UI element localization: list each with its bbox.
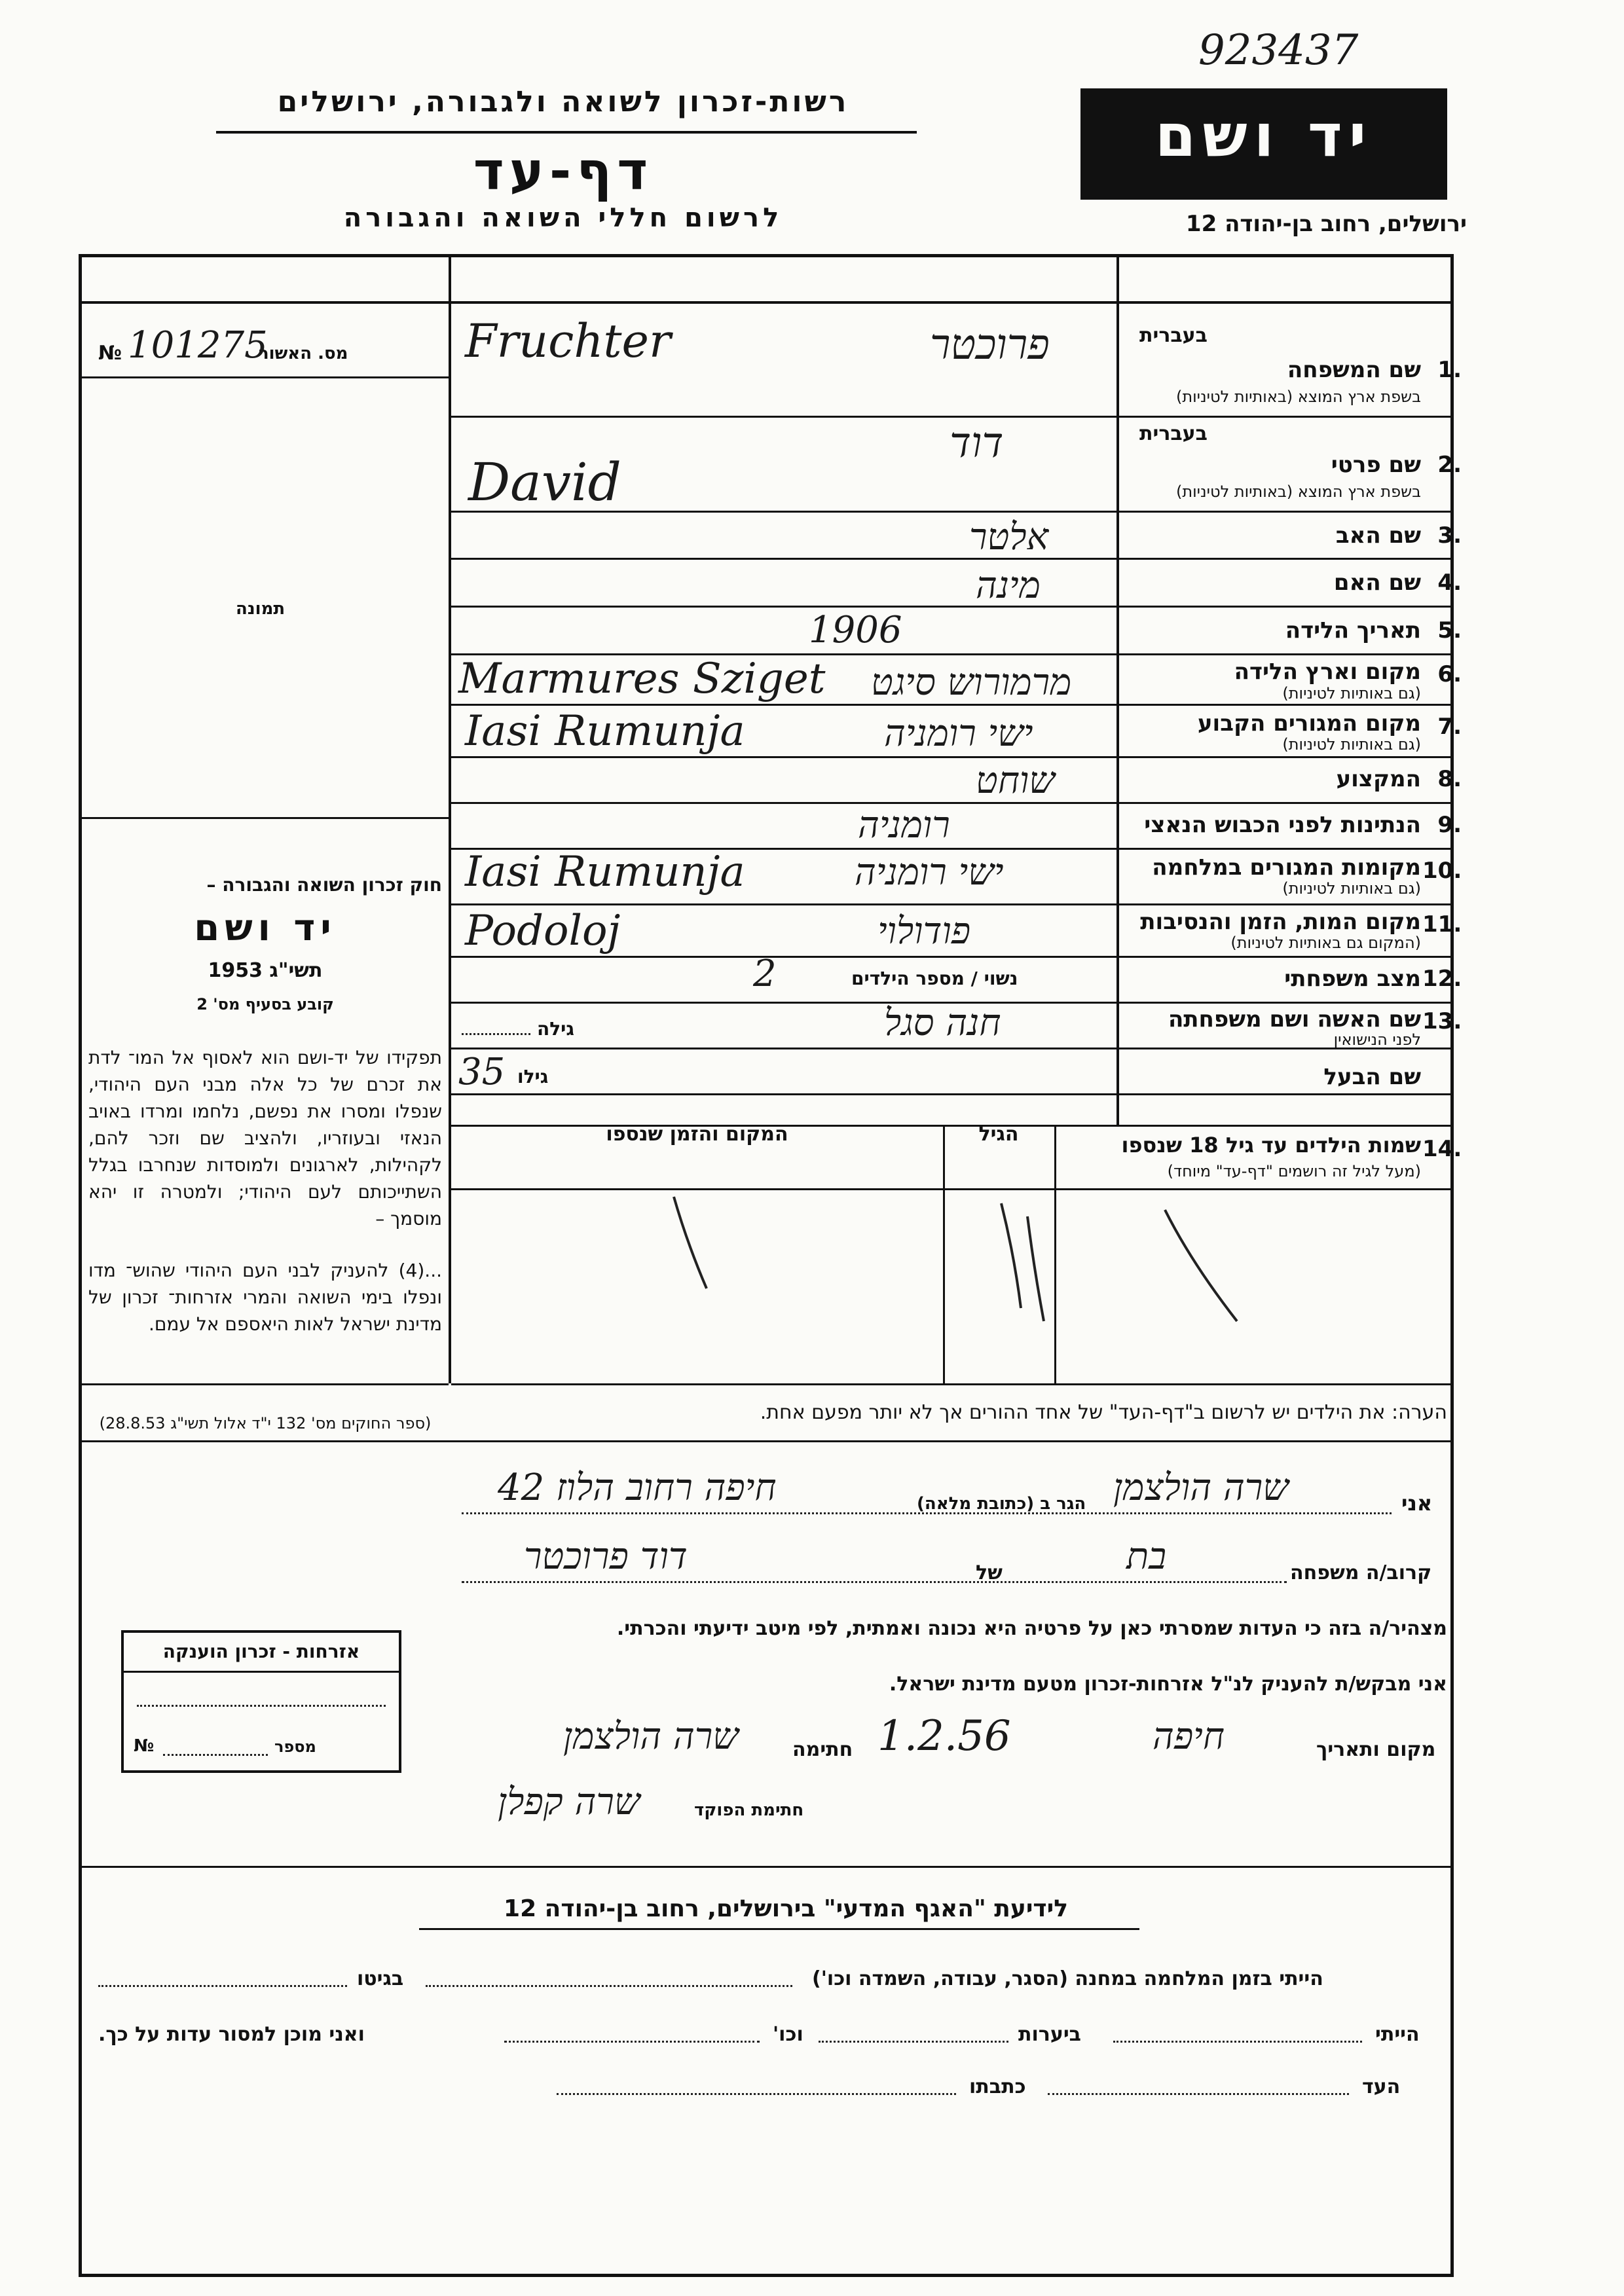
- crossout-age-2: [1027, 1216, 1044, 1321]
- field-13-number: 13.: [1422, 1008, 1462, 1034]
- husband-age: 35: [458, 1051, 506, 1093]
- law-footnote: (ספר החוקים מס' 132 י"ד אלול תשי"ג 28.8.53): [99, 1414, 432, 1432]
- field-8-number: 8.: [1437, 766, 1462, 792]
- approval-number-value: 101275: [128, 324, 268, 367]
- law-text-2: ...(4) להעניק לבני העם היהודי שהוש־ מדו ונפלו בימי השואה והמרי אזרחות־ זכרון של מדינת ישראל לאות היאספם אל עמם.: [88, 1260, 442, 1335]
- field-3-label: שם האב: [1335, 522, 1421, 549]
- field-7-number: 7.: [1437, 714, 1462, 740]
- footer-line2-start: הייתי: [1375, 2023, 1420, 2046]
- field-7-label: מקום המגורים הקבוע: [1197, 710, 1421, 737]
- field-4-label: שם האם: [1333, 570, 1421, 596]
- officer-signature: שרה קפלן: [498, 1781, 640, 1823]
- field-1-number: 1.: [1437, 357, 1462, 383]
- declarant-name: שרה הולצמן: [1113, 1467, 1289, 1509]
- resident-label: הגר ב (כתובת מלאה): [917, 1494, 1086, 1514]
- children-place-header: המקום והזמן שנספו: [606, 1123, 788, 1146]
- field-8-label: המקצוע: [1336, 766, 1421, 792]
- birth-date: 1906: [809, 609, 902, 651]
- approval-number-label: מס. האשור: [259, 344, 348, 363]
- field-6-number: 6.: [1437, 661, 1462, 687]
- mother-name: מינה: [976, 564, 1041, 607]
- form-title: דף-עד: [473, 141, 654, 202]
- first-name-latin: David: [468, 452, 621, 513]
- field-2-sub: בשפת ארץ המוצא (באותיות לטיניות): [1176, 483, 1421, 501]
- field-9-number: 9.: [1437, 812, 1462, 838]
- field-9-label: הנתינות לפני הכבוש הנאצי: [1144, 812, 1421, 838]
- declarant-ani: אני: [1401, 1491, 1433, 1516]
- citizenship-number-label: מספר: [274, 1738, 316, 1756]
- approval-number-sign: №: [98, 342, 122, 365]
- field-10-sub: (גם באותיות לטיניות): [1282, 879, 1421, 898]
- married-children-label: נשוי / מספר הילדים: [851, 968, 1018, 989]
- field-1-label: שם המשפחה: [1287, 357, 1421, 383]
- birth-place-hebrew: מרמורוש סיגט: [871, 661, 1072, 704]
- field-1-sub: בשפת ארץ המוצא (באותיות לטיניות): [1176, 388, 1421, 406]
- children-crossout-marks: [451, 1190, 1453, 1383]
- nationality: רומניה: [858, 804, 950, 847]
- wartime-residence-hebrew: ישי רומניה: [855, 851, 1004, 894]
- law-text-1: תפקידו של יד-ושם הוא לאסוף אל המו־ לדת את זכרם של כל אלה מבני העם היהודי, שנפלו ומסרו את נפשם, נלחמו ומרדו באויב הנאזי ובעוזריו, ולהציב שם וזכר להם, לקהילות, לארגונים ולמוסדות שנחרבו בגלל השתייכותם לעם היהודי; ולמטרה זו יהא מוסמך –: [88, 1047, 442, 1230]
- law-clause: קובע בסעיף מס' 2: [196, 995, 334, 1013]
- husband-age-label: גילו: [517, 1066, 549, 1087]
- crossout-name: [1165, 1210, 1237, 1321]
- relation-value: בת: [1126, 1535, 1167, 1578]
- family-name-hebrew: פרוכטר: [930, 321, 1050, 369]
- footer-line3-start: העד: [1362, 2075, 1401, 2098]
- archive-number: 923437: [1198, 26, 1359, 75]
- law-year: תשי"ג 1953: [208, 959, 323, 982]
- field-12-number: 12.: [1422, 966, 1462, 992]
- org-line: רשות-זכרון לשואה ולגבורה, ירושלים: [277, 85, 849, 118]
- of-value: דוד פרוכטר: [524, 1535, 688, 1578]
- field-6-sub: (גם באותיות לטיניות): [1282, 684, 1421, 702]
- place-value: חיפה: [1153, 1715, 1225, 1758]
- field-11-label: מקום המות, הזמן והנסיבות: [1140, 909, 1421, 935]
- citizenship-box: [121, 1630, 401, 1773]
- form-subtitle: לרשום חללי השואה והגבורה: [343, 203, 783, 233]
- law-title: חוק זכרון השואה והגבורה –: [206, 874, 442, 896]
- footer-line3-mid: כתבתו: [969, 2075, 1026, 2098]
- field-2-number: 2.: [1437, 452, 1462, 478]
- wartime-residence-latin: Iasi Rumunja: [465, 848, 745, 896]
- declaration-line: מצהיר/ה בזה כי העדות שמסרתי כאן על פרטיה היא נכונה ואמתית, לפי מיטב ידיעתי והכרתי.: [616, 1617, 1447, 1640]
- field-12-label: מצב משפחתי: [1284, 966, 1421, 992]
- footer-line1-start: הייתי בזמן המלחמה במחנה (הסגר, עבודה, השמדה וכו'): [812, 1967, 1323, 1990]
- request-line: אני מבקש/ת להעניק לנ"ל אזרחות-זכרון מטעם מדינת ישראל.: [889, 1673, 1447, 1696]
- date-value: 1.2.56: [877, 1712, 1011, 1760]
- birth-place-latin: Marmures Sziget: [458, 655, 826, 703]
- place-date-label: מקום ותאריך: [1316, 1738, 1436, 1761]
- children-sub: (מעל לגיל זה רושמים "דף-עד" מיוחד): [1167, 1162, 1421, 1180]
- crossout-age-1: [1001, 1203, 1021, 1308]
- crossout-place: [674, 1197, 707, 1288]
- residence-latin: Iasi Rumunja: [465, 707, 745, 756]
- citizenship-title: אזרחות - זכרון הוענקה: [162, 1641, 360, 1662]
- field-5-label: תאריך הלידה: [1285, 617, 1421, 644]
- footer-line1-end: בגיטו: [357, 1967, 404, 1990]
- field-10-number: 10.: [1422, 858, 1462, 884]
- field-5-number: 5.: [1437, 617, 1462, 644]
- relation-label: קרוב/ה משפחה: [1290, 1561, 1432, 1584]
- first-name-hebrew: דוד: [950, 419, 1004, 467]
- wife-age-label: גילה: [537, 1018, 574, 1040]
- field-13-sub: לפני הנישואין: [1333, 1030, 1421, 1049]
- field-2-tag: בעברית: [1139, 422, 1208, 445]
- field-6-label: מקום וארץ הלידה: [1234, 659, 1421, 685]
- footer-title: לידיעת "האגף המדעי" בירושלים, רחוב בן-יהודה 12: [504, 1895, 1068, 1922]
- field-3-number: 3.: [1437, 522, 1462, 549]
- death-place-latin: Podoloj: [465, 907, 621, 955]
- citizenship-number-sign: №: [134, 1736, 155, 1756]
- field-1-tag: בעברית: [1139, 324, 1208, 347]
- photo-label: תמונה: [236, 599, 286, 619]
- children-count: 2: [753, 953, 777, 995]
- footer-line2-mid2: וכו': [773, 2023, 803, 2046]
- wife-name: חנה סגל: [884, 1002, 1001, 1044]
- field-14-number: 14.: [1422, 1136, 1462, 1162]
- signature-value: שרה הולצמן: [563, 1715, 739, 1758]
- signature-label: חתימה: [792, 1738, 853, 1761]
- field-11-sub: (המקום גם באותיות לטיניות): [1230, 934, 1421, 952]
- residence-hebrew: ישי רומניה: [884, 712, 1033, 755]
- profession: שוחט: [976, 759, 1055, 802]
- father-name: אלטר: [969, 516, 1049, 558]
- field-11-number: 11.: [1422, 911, 1462, 938]
- logo-text: יד ושם: [1154, 101, 1373, 170]
- children-age-header: הגיל: [978, 1123, 1019, 1146]
- law-name: יד ושם: [194, 907, 337, 949]
- husband-label: שם הבעל: [1323, 1064, 1421, 1090]
- yad-vashem-logo: [1080, 88, 1447, 200]
- death-place-hebrew: פודולוי: [877, 910, 971, 953]
- declarant-address: חיפה רחוב הלוז 42: [498, 1467, 777, 1509]
- children-label: שמות הילדים עד גיל 18 שנספו: [1121, 1133, 1421, 1157]
- family-name-latin: Fruchter: [465, 314, 671, 368]
- field-10-label: מקומות המגורים במלחמה: [1152, 854, 1421, 881]
- field-7-sub: (גם באותיות לטיניות): [1282, 735, 1421, 754]
- of-label: של: [976, 1561, 1003, 1584]
- officer-label: חתימת הפוקד: [694, 1800, 804, 1820]
- field-4-number: 4.: [1437, 570, 1462, 596]
- note: הערה: את הילדים יש לרשום ב"דף-העד" של אחד ההורים אך לא יותר מפעם אחת.: [760, 1401, 1447, 1424]
- field-2-label: שם פרטי: [1331, 452, 1421, 478]
- field-13-label: שם האשה ושם משפחתה: [1168, 1006, 1421, 1032]
- footer-line2-end: ואני מוכן למסור עדות על כך.: [98, 2023, 365, 2046]
- footer-line2-mid1: ביערות: [1018, 2023, 1081, 2046]
- address: ירושלים, רחוב בן-יהודה 12: [1185, 211, 1467, 237]
